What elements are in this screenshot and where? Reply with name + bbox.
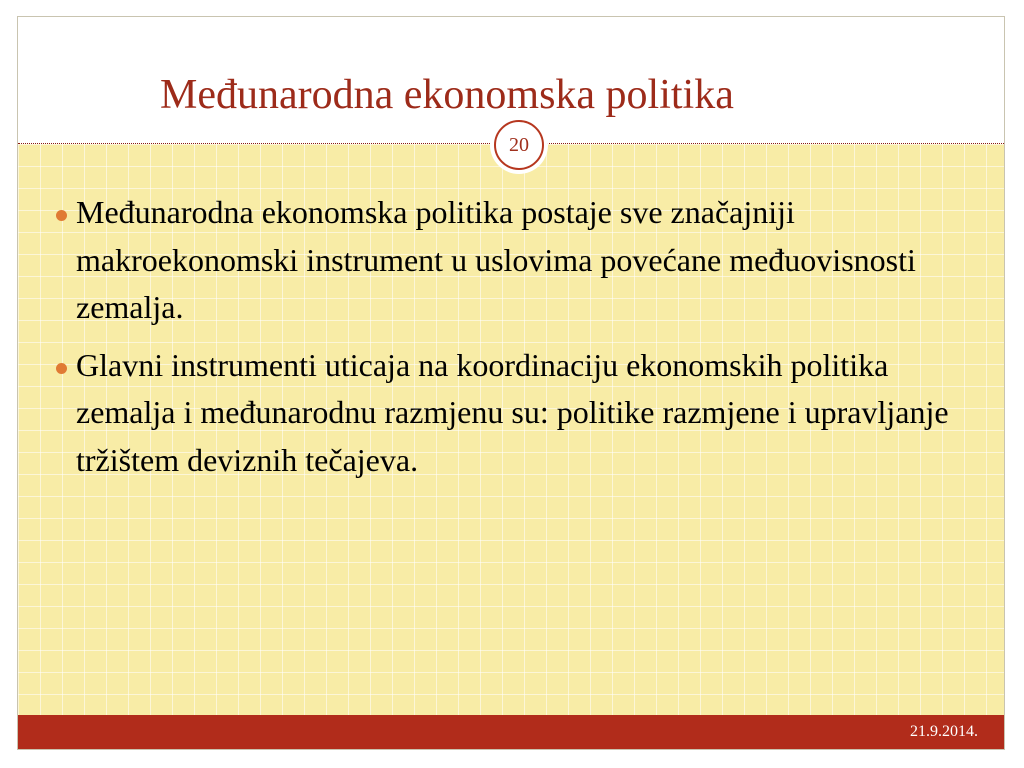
- page-number-badge: 20: [494, 120, 544, 170]
- footer-bar: [18, 715, 1004, 749]
- bullet-icon: [56, 363, 67, 374]
- bullet-text: Glavni instrumenti uticaja na koordinaciju ekonomskih politika zemalja i međunarodnu razmjenu su: politike razmjene i upravljanje tržištem deviznih tečajeva.: [76, 346, 949, 478]
- slide-title: Međunarodna ekonomska politika: [160, 72, 734, 118]
- bullet-item: [62, 189, 982, 332]
- bullet-list: [62, 189, 982, 494]
- bullet-item: [62, 342, 982, 485]
- bullet-icon: [56, 210, 67, 221]
- footer-date: 21.9.2014.: [910, 723, 978, 740]
- slide-frame: [17, 16, 1005, 750]
- bullet-text: Međunarodna ekonomska politika postaje sve značajniji makroekonomski instrument u uslovima povećane međuovisnosti zemalja.: [76, 194, 916, 325]
